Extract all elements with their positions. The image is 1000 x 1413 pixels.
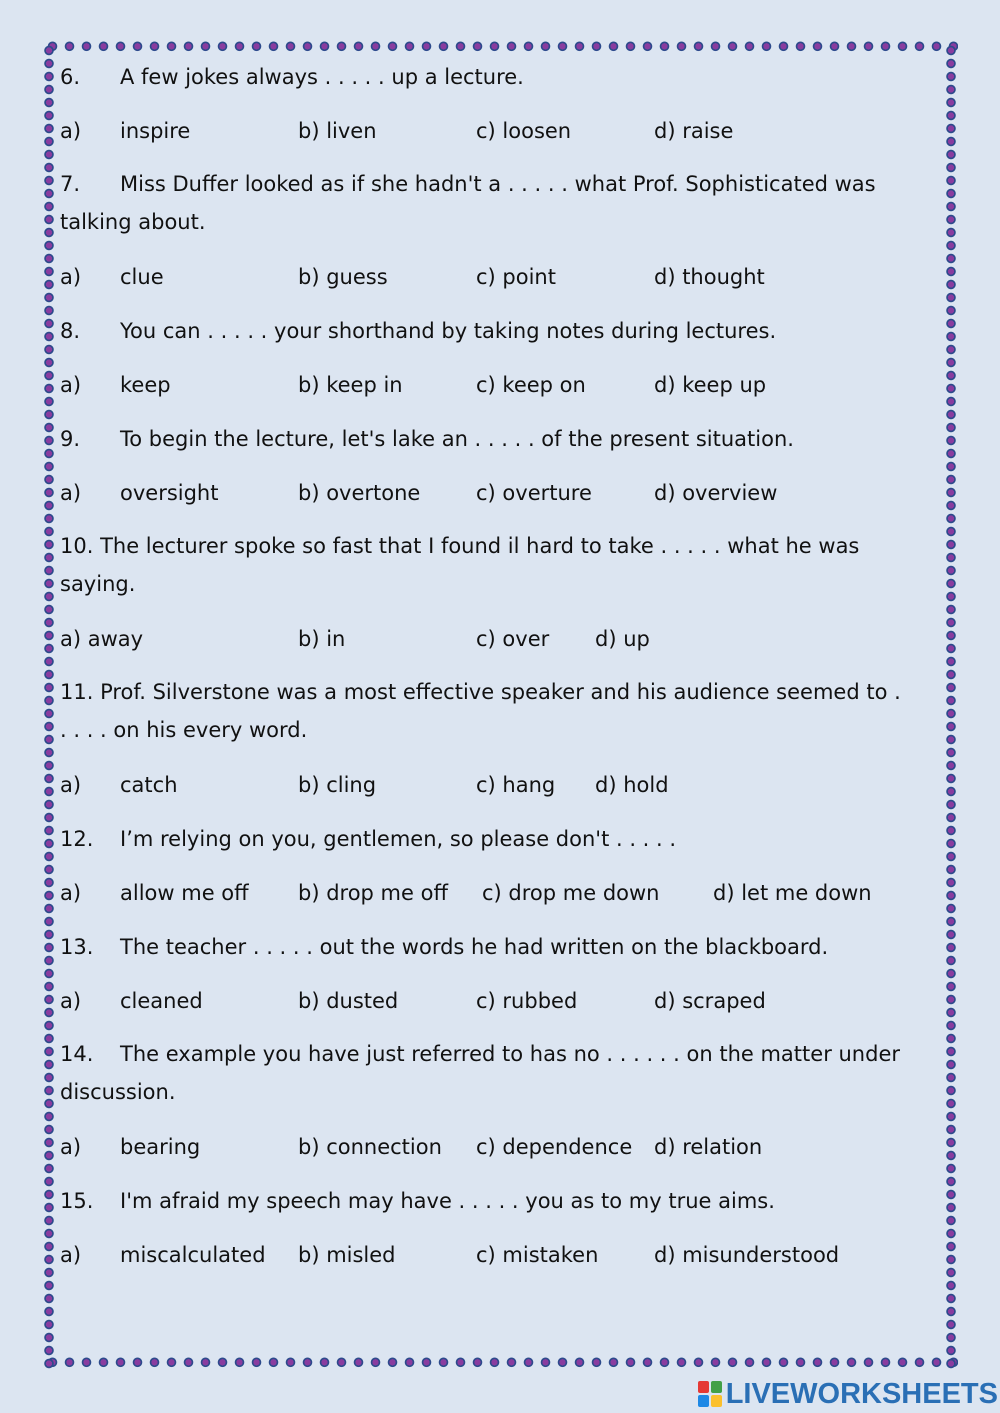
option-a-label: a) xyxy=(60,119,82,143)
option-a-label: a) xyxy=(60,265,82,289)
question-text-continued: talking about. xyxy=(60,210,206,234)
option-c[interactable]: c) over xyxy=(476,627,550,651)
question-number: 6. xyxy=(60,65,81,89)
question-15 xyxy=(60,1181,932,1235)
option-d[interactable]: d) scraped xyxy=(654,989,766,1013)
question-text: 11. Prof. Silverstone was a most effective speaker and his audience seemed to . xyxy=(60,680,901,704)
decorative-border-right xyxy=(944,44,958,1370)
option-d[interactable]: d) up xyxy=(595,627,650,651)
option-d[interactable]: d) hold xyxy=(595,773,669,797)
question-6 xyxy=(60,57,932,111)
option-c[interactable]: c) loosen xyxy=(476,119,572,143)
option-a[interactable]: clue xyxy=(120,265,164,289)
question-10 xyxy=(60,527,932,619)
question-9 xyxy=(60,419,932,473)
options-8 xyxy=(60,365,932,419)
options-11 xyxy=(60,765,932,819)
question-number: 8. xyxy=(60,319,81,343)
liveworksheets-logo[interactable] xyxy=(698,1376,998,1412)
options-6 xyxy=(60,111,932,165)
option-d[interactable]: d) thought xyxy=(654,265,765,289)
option-a-label: a) xyxy=(60,989,82,1013)
question-number: 14. xyxy=(60,1042,94,1066)
question-text: The teacher . . . . . out the words he had written on the blackboard. xyxy=(120,935,829,959)
logo-text: LIVEWORKSHEETS xyxy=(725,1377,998,1410)
option-c[interactable]: c) dependence xyxy=(476,1135,633,1159)
option-b[interactable]: b) cling xyxy=(298,773,377,797)
option-a-label: a) xyxy=(60,773,82,797)
option-a[interactable]: keep xyxy=(120,373,171,397)
decorative-border-bottom xyxy=(44,1356,958,1370)
option-d[interactable]: d) keep up xyxy=(654,373,767,397)
options-14 xyxy=(60,1127,932,1181)
option-a-label: a) xyxy=(60,1135,82,1159)
option-a-label: a) xyxy=(60,373,82,397)
question-text: A few jokes always . . . . . up a lecture. xyxy=(120,65,524,89)
question-number: 13. xyxy=(60,935,94,959)
option-d[interactable]: d) overview xyxy=(654,481,778,505)
option-a-label: a) xyxy=(60,881,82,905)
worksheet-content xyxy=(60,57,932,1289)
question-14 xyxy=(60,1035,932,1127)
question-number: 9. xyxy=(60,427,81,451)
options-13 xyxy=(60,981,932,1035)
option-b[interactable]: b) dusted xyxy=(298,989,399,1013)
question-number: 12. xyxy=(60,827,94,851)
question-text-continued: . . . . on his every word. xyxy=(60,718,308,742)
options-12 xyxy=(60,873,932,927)
option-c[interactable]: c) drop me down xyxy=(482,881,660,905)
option-c[interactable]: c) point xyxy=(476,265,556,289)
option-b[interactable]: b) in xyxy=(298,627,346,651)
option-c[interactable]: c) keep on xyxy=(476,373,586,397)
option-a[interactable]: a) away xyxy=(60,627,144,651)
option-a[interactable]: oversight xyxy=(120,481,219,505)
option-d[interactable]: d) relation xyxy=(654,1135,763,1159)
option-d[interactable]: d) misunderstood xyxy=(654,1243,840,1267)
question-13 xyxy=(60,927,932,981)
question-text: I’m relying on you, gentlemen, so please don't . . . . . xyxy=(120,827,677,851)
decorative-border-left xyxy=(42,44,56,1370)
option-a[interactable]: miscalculated xyxy=(120,1243,266,1267)
option-d[interactable]: d) raise xyxy=(654,119,734,143)
question-11 xyxy=(60,673,932,765)
option-c[interactable]: c) rubbed xyxy=(476,989,578,1013)
option-b[interactable]: b) drop me off xyxy=(298,881,448,905)
option-c[interactable]: c) mistaken xyxy=(476,1243,599,1267)
option-b[interactable]: b) connection xyxy=(298,1135,442,1159)
option-b[interactable]: b) misled xyxy=(298,1243,396,1267)
question-8 xyxy=(60,311,932,365)
option-a[interactable]: cleaned xyxy=(120,989,203,1013)
question-7 xyxy=(60,165,932,257)
option-a[interactable]: catch xyxy=(120,773,178,797)
question-text: You can . . . . . your shorthand by taking notes during lectures. xyxy=(120,319,777,343)
question-text: Miss Duffer looked as if she hadn't a . . . . . what Prof. Sophisticated was xyxy=(120,172,876,196)
question-number: 7. xyxy=(60,172,81,196)
option-b[interactable]: b) keep in xyxy=(298,373,403,397)
option-b[interactable]: b) overtone xyxy=(298,481,421,505)
option-c[interactable]: c) hang xyxy=(476,773,556,797)
question-text-continued: discussion. xyxy=(60,1080,176,1104)
decorative-border-top xyxy=(44,40,958,54)
question-number: 15. xyxy=(60,1189,94,1213)
option-a[interactable]: inspire xyxy=(120,119,191,143)
option-a-label: a) xyxy=(60,481,82,505)
question-text-continued: saying. xyxy=(60,572,136,596)
question-text: To begin the lecture, let's lake an . . . . . of the present situation. xyxy=(120,427,794,451)
option-a[interactable]: allow me off xyxy=(120,881,249,905)
logo-mark-icon xyxy=(698,1381,722,1407)
options-7 xyxy=(60,257,932,311)
question-text: I'm afraid my speech may have . . . . . you as to my true aims. xyxy=(120,1189,775,1213)
option-b[interactable]: b) liven xyxy=(298,119,377,143)
options-9 xyxy=(60,473,932,527)
option-c[interactable]: c) overture xyxy=(476,481,592,505)
option-a-label: a) xyxy=(60,1243,82,1267)
question-text: 10. The lecturer spoke so fast that I found il hard to take . . . . . what he was xyxy=(60,534,860,558)
question-text: The example you have just referred to has no . . . . . . on the matter under xyxy=(120,1042,901,1066)
options-10 xyxy=(60,619,932,673)
option-d[interactable]: d) let me down xyxy=(713,881,872,905)
question-12 xyxy=(60,819,932,873)
option-b[interactable]: b) guess xyxy=(298,265,388,289)
option-a[interactable]: bearing xyxy=(120,1135,201,1159)
options-15 xyxy=(60,1235,932,1289)
